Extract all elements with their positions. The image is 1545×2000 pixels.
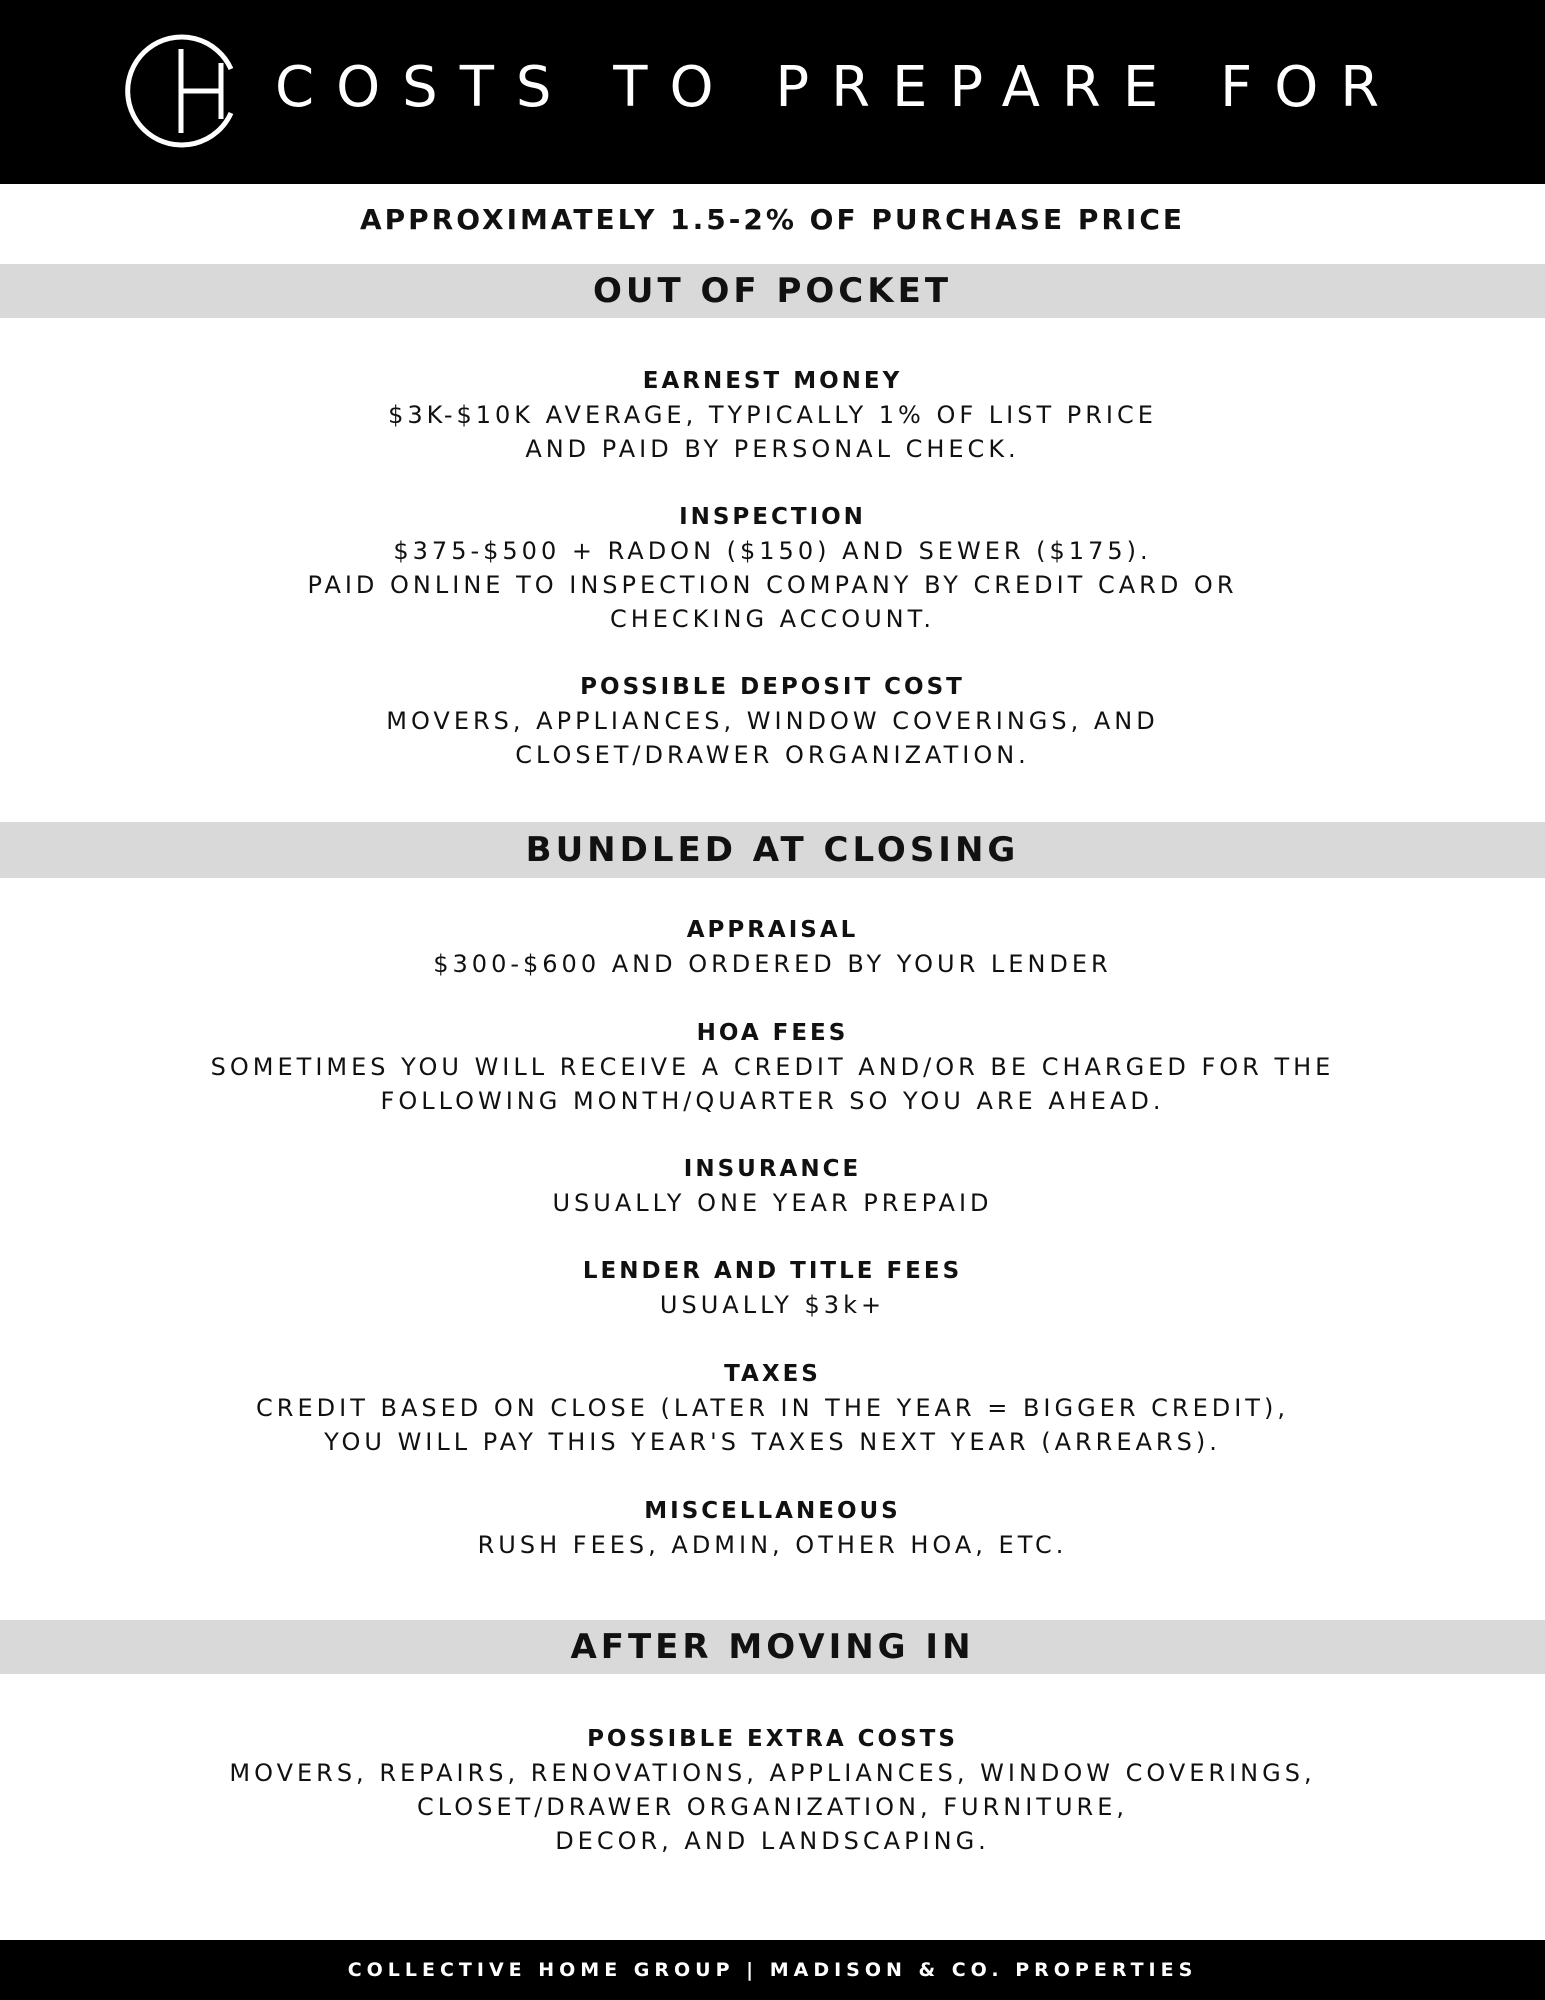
page-footer: COLLECTIVE HOME GROUP | MADISON & CO. PROPERTIES (0, 1940, 1545, 2000)
purchase-price-subtitle: APPROXIMATELY 1.5-2% OF PURCHASE PRICE (359, 203, 1186, 236)
section-heading-bundled-at-closing: BUNDLED AT CLOSING (0, 822, 1545, 878)
item-title: HOA FEES (696, 1020, 849, 1046)
item-title: INSURANCE (683, 1156, 862, 1182)
item-body: USUALLY ONE YEAR PREPAID (552, 1189, 993, 1217)
item-body: USUALLY $3k+ (659, 1291, 886, 1319)
item-miscellaneous (0, 1494, 1545, 1562)
item-taxes (0, 1357, 1545, 1459)
item-hoa-fees (0, 1016, 1545, 1118)
item-title: MISCELLANEOUS (644, 1498, 901, 1524)
item-inspection (0, 500, 1545, 636)
item-title: POSSIBLE DEPOSIT COST (580, 674, 965, 700)
item-appraisal (0, 913, 1545, 981)
item-title: LENDER AND TITLE FEES (582, 1258, 963, 1284)
item-title: TAXES (724, 1361, 821, 1387)
item-body: CREDIT BASED ON CLOSE (LATER IN THE YEAR = BIGGER CREDIT), YOU WILL PAY THIS YEAR'S TAXES NEXT YEAR (ARREARS). (256, 1394, 1289, 1456)
item-insurance (0, 1152, 1545, 1220)
item-body: MOVERS, APPLIANCES, WINDOW COVERINGS, AND CLOSET/DRAWER ORGANIZATION. (386, 707, 1159, 769)
item-earnest-money (0, 364, 1545, 466)
page-title: COSTS TO PREPARE FOR (275, 55, 1402, 120)
item-body: $3K-$10K AVERAGE, TYPICALLY 1% OF LIST PRICE AND PAID BY PERSONAL CHECK. (388, 401, 1157, 463)
ch-monogram-logo-icon (123, 33, 239, 149)
page-header (0, 0, 1545, 184)
item-body: SOMETIMES YOU WILL RECEIVE A CREDIT AND/OR BE CHARGED FOR THE FOLLOWING MONTH/QUARTER SO YOU ARE AHEAD. (210, 1053, 1335, 1115)
item-title: APPRAISAL (686, 917, 859, 943)
item-lender-and-title-fees (0, 1254, 1545, 1322)
section-heading-after-moving-in: AFTER MOVING IN (0, 1620, 1545, 1674)
item-title: POSSIBLE EXTRA COSTS (587, 1726, 958, 1752)
item-body: $300-$600 AND ORDERED BY YOUR LENDER (433, 950, 1112, 978)
item-body: MOVERS, REPAIRS, RENOVATIONS, APPLIANCES, WINDOW COVERINGS, CLOSET/DRAWER ORGANIZATION, FURNITURE, DECOR, AND LANDSCAPING. (229, 1759, 1316, 1855)
item-title: INSPECTION (679, 504, 866, 530)
item-body: RUSH FEES, ADMIN, OTHER HOA, ETC. (477, 1531, 1068, 1559)
item-title: EARNEST MONEY (642, 368, 903, 394)
section-heading-out-of-pocket: OUT OF POCKET (0, 264, 1545, 318)
item-possible-deposit-cost (0, 670, 1545, 772)
item-body: $375-$500 + RADON ($150) AND SEWER ($175). PAID ONLINE TO INSPECTION COMPANY BY CREDIT CARD OR CHECKING ACCOUNT. (307, 537, 1238, 633)
item-possible-extra-costs (0, 1722, 1545, 1858)
